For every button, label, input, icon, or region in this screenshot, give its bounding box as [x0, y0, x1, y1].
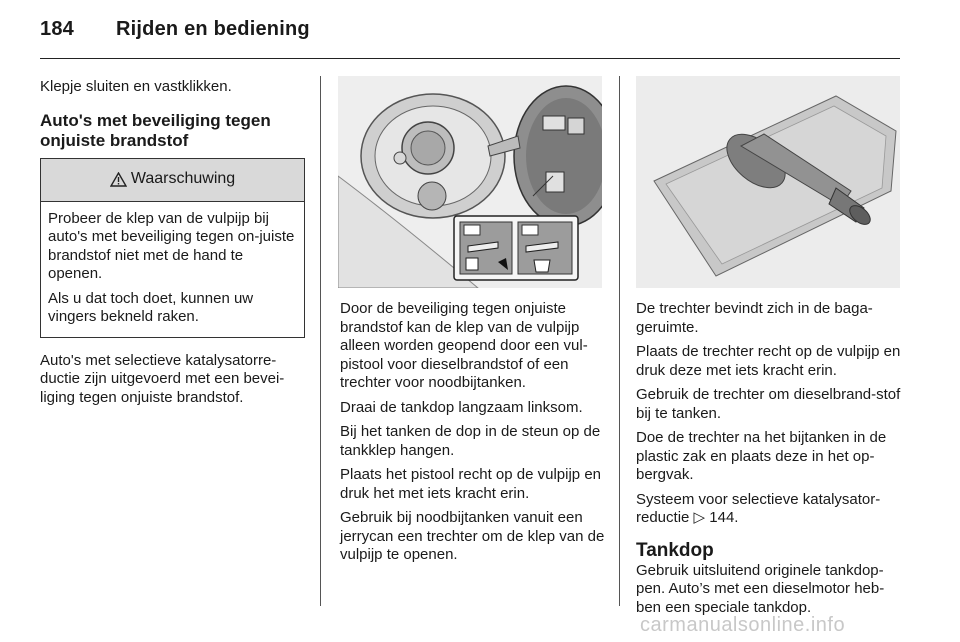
cross-reference [636, 491, 904, 528]
fuel-filler-figure [338, 76, 602, 288]
col2-paragraph: Gebruik bij noodbijtanken vanuit een jerrycan een trechter om de klep van de vulpijp te openen. [340, 509, 605, 563]
header-rule [40, 58, 900, 59]
column-divider-2 [619, 76, 620, 606]
body-paragraph: Auto's met selectieve katalysatorre-ductie zijn uitgevoerd met een bevei-liging tegen onjuiste brandstof. [40, 351, 285, 406]
watermark: carmanualsonline.info [640, 614, 846, 636]
warning-triangle-icon [110, 172, 127, 187]
warning-paragraph-2: Als u dat toch doet, kunnen uw vingers bekneld raken. [48, 289, 254, 325]
section-heading: Auto's met beveiliging tegen onjuiste brandstof [40, 110, 271, 150]
column-1 [40, 78, 305, 413]
tankdop-heading: Tankdop [636, 539, 714, 561]
col2-paragraph: Door de beveiliging tegen onjuiste brandstof kan de klep van de vulpijp alleen worden geopend door een vul-pistool voor dieselbrandstof of een trechter voor noodbijtanken. [340, 300, 588, 391]
col2-paragraph: Bij het tanken de dop in de steun op de tankklep hangen. [340, 423, 601, 459]
tankdop-paragraph: Gebruik uitsluitend originele tankdop-pen. Auto’s met een dieselmotor heb-ben een speciale tankdop. [636, 561, 885, 616]
warning-header [41, 159, 304, 202]
col2-paragraph: Plaats het pistool recht op de vulpijp en druk het met iets kracht erin. [340, 466, 601, 502]
warning-title: Waarschuwing [130, 170, 236, 188]
funnel-illustration [636, 76, 900, 288]
arrow-right-icon: ▷ [693, 509, 706, 526]
column-3 [636, 300, 904, 623]
funnel-figure [636, 76, 900, 288]
warning-body [41, 202, 304, 337]
page-number: 184 [40, 18, 74, 40]
col3-paragraph: De trechter bevindt zich in de baga-geruimte. [636, 300, 873, 336]
reference-page-link[interactable]: 144. [709, 509, 739, 526]
col3-paragraph: Plaats de trechter recht op de vulpijp en druk deze met iets kracht erin. [636, 343, 901, 379]
reference-text: Systeem voor selectieve katalysator-reductie [636, 490, 881, 526]
col3-paragraph: Doe de trechter na het bijtanken in de plastic zak en plaats deze in het op-bergvak. [636, 429, 887, 483]
page-header [40, 18, 310, 41]
page-title: Rijden en bediening [116, 18, 310, 40]
warning-box [40, 158, 305, 338]
column-2 [340, 300, 610, 571]
intro-text: Klepje sluiten en vastklikken. [40, 78, 232, 95]
column-divider-1 [320, 76, 321, 606]
fuel-filler-illustration [338, 76, 602, 288]
warning-paragraph-1: Probeer de klep van de vulpijp bij auto's met beveiliging tegen on-juiste brandstof niet met de hand te openen. [48, 209, 295, 282]
col3-paragraph: Gebruik de trechter om dieselbrand-stof bij te tanken. [636, 386, 901, 422]
col2-paragraph: Draai de tankdop langzaam linksom. [340, 398, 583, 416]
